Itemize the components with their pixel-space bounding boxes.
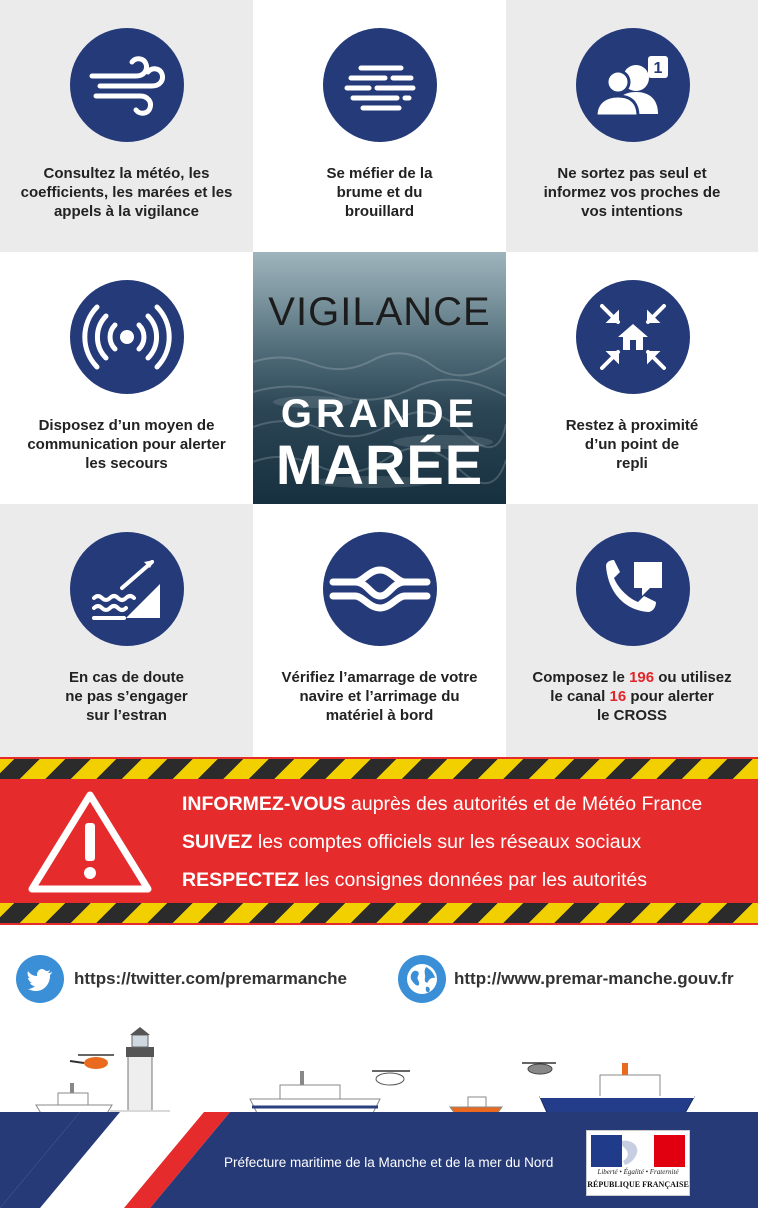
vigilance-title: VIGILANCE (268, 290, 491, 334)
tip-caption: Composez le 196 ou utilisez le canal 16 pour alerter le CROSS (532, 669, 732, 724)
tip-caption: Ne sortez pas seul et informez vos proches de vos intentions (543, 165, 721, 220)
marianne-flag-icon (591, 1135, 685, 1167)
tip-caption: Consultez la météo, les coefficients, les marées et les appels à la vigilance (20, 165, 233, 220)
wind-icon (70, 28, 184, 142)
tip-foreshore (0, 504, 253, 757)
tip-caption: Disposez d’un moyen de communication pour alerter les secours (27, 417, 226, 472)
tip-fog (253, 0, 506, 252)
signal-icon (70, 280, 184, 394)
knot-icon (323, 532, 437, 646)
tip-weather (0, 0, 253, 252)
warning-triangle-icon (26, 787, 154, 895)
hazard-stripes-top (0, 759, 758, 779)
phone-icon (576, 532, 690, 646)
people-notification-icon (576, 28, 690, 142)
grande-text: GRANDE (280, 392, 479, 436)
tip-caption: En cas de doute ne pas s’engager sur l’estran (65, 669, 188, 724)
shelter-icon (576, 280, 690, 394)
tip-not-alone (506, 0, 758, 252)
tip-mooring (253, 504, 506, 757)
svg-text:1: 1 (653, 60, 663, 77)
logo-motto: Liberté • Égalité • Fraternité (597, 1168, 679, 1176)
helicopter-icon (70, 1055, 114, 1069)
patrol-boat-icon (36, 1083, 112, 1115)
warning-line-inform: INFORMEZ-VOUS auprès des autorités et de Météo France (182, 793, 703, 815)
tip-caption: Se méfier de la brume et du brouillard (326, 165, 433, 220)
ship-icon (540, 1063, 694, 1115)
tip-communication (0, 252, 253, 504)
warning-band (0, 757, 758, 925)
helicopter-icon (372, 1071, 410, 1085)
tip-caption: Vérifiez l’amarrage de votre navire et l’arrimage du matériel à bord (281, 669, 478, 724)
logo-name: RÉPUBLIQUE FRANÇAISE (587, 1180, 689, 1189)
globe-icon[interactable] (398, 955, 446, 1003)
rising-tide-icon (70, 532, 184, 646)
warning-line-follow: SUIVEZ les comptes officiels sur les réseaux sociaux (182, 831, 642, 853)
links-row (0, 925, 758, 1025)
vigilance-banner (253, 252, 506, 504)
radio-channel: 16 (609, 688, 627, 705)
website-link[interactable]: http://www.premar-manche.gouv.fr (454, 969, 734, 988)
tip-caption: Restez à proximité d’un point de repli (565, 417, 699, 472)
helicopter-icon (522, 1063, 556, 1074)
republique-francaise-logo (586, 1130, 690, 1196)
maree-text: MARÉE (275, 433, 484, 496)
warning-line-respect: RESPECTEZ les consignes données par les autorités (182, 869, 647, 891)
twitter-icon[interactable] (16, 955, 64, 1003)
emergency-number: 196 (629, 669, 655, 686)
tip-shelter (506, 252, 758, 504)
twitter-link[interactable]: https://twitter.com/premarmanche (74, 969, 348, 988)
fog-icon (323, 28, 437, 142)
hazard-stripes-bottom (0, 903, 758, 923)
tip-call-cross (506, 504, 758, 757)
prefecture-name: Préfecture maritime de la Manche et de la mer du Nord (224, 1155, 554, 1170)
ship-icon (250, 1071, 380, 1115)
